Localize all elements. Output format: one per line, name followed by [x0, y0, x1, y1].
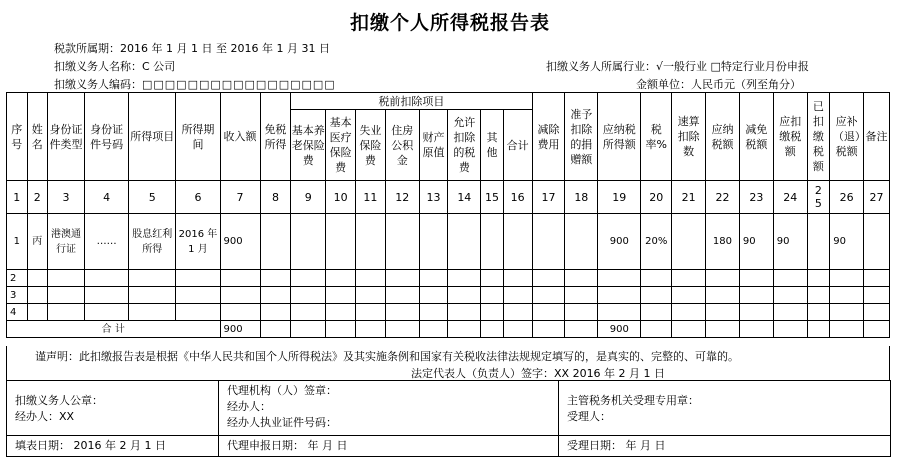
- column-number: 5: [129, 181, 176, 214]
- empty-cell: [598, 287, 641, 304]
- form-title: 扣缴个人所得税报告表: [349, 12, 550, 34]
- cell-rate: 20%: [641, 214, 672, 270]
- col-income: 收入额: [220, 93, 260, 181]
- empty-cell: [176, 287, 220, 304]
- col-remark: 备注: [864, 93, 890, 181]
- empty-cell: [129, 270, 176, 287]
- empty-cell: [176, 270, 220, 287]
- empty-cell: [27, 304, 48, 321]
- col-taxable: 应纳税所得额: [598, 93, 641, 181]
- column-number: 8: [260, 181, 291, 214]
- empty-cell: [532, 287, 565, 304]
- column-number: 23: [739, 181, 773, 214]
- row-number: 4: [7, 304, 28, 321]
- col-rate: 税率%: [641, 93, 672, 181]
- col-unemployment: 失业保险费: [356, 110, 386, 181]
- empty-cell: [565, 270, 598, 287]
- empty-cell: [326, 304, 356, 321]
- footer-proxy-cell: [219, 381, 559, 436]
- footer-date-row: [7, 436, 891, 457]
- empty-cell: [260, 287, 291, 304]
- col-refund: 应补（退）税额: [830, 93, 864, 181]
- proxy-seal: 代理机构（人）签章：: [227, 384, 337, 397]
- empty-cell: [672, 287, 706, 304]
- empty-cell: [85, 304, 129, 321]
- empty-cell: [326, 287, 356, 304]
- empty-cell: [448, 304, 481, 321]
- empty-cell: [641, 304, 672, 321]
- col-deduction: 减除费用: [532, 93, 565, 181]
- empty-cell: [27, 287, 48, 304]
- empty-cell: [129, 287, 176, 304]
- empty-cell: [85, 270, 129, 287]
- empty-cell: [481, 304, 504, 321]
- agent-code-label: 扣缴义务人编码：: [54, 78, 142, 91]
- column-number: 6: [176, 181, 220, 214]
- col-donation: 准予扣除的捐赠额: [565, 93, 598, 181]
- column-number: 15: [481, 181, 504, 214]
- empty-cell: [739, 304, 773, 321]
- cell-item: 股息红利所得: [129, 214, 176, 270]
- fill-date: 填表日期： 2016 年 2 月 1 日: [7, 436, 219, 457]
- cell-income: 900: [220, 214, 260, 270]
- tax-period: 税款所属期：2016 年 1 月 1 日 至 2016 年 1 月 31 日: [54, 42, 330, 55]
- cell-donation: [565, 214, 598, 270]
- agent-industry: 扣缴义务人所属行业：√一般行业 □特定行业月份申报: [546, 60, 809, 73]
- empty-cell: [672, 270, 706, 287]
- empty-cell: [220, 304, 260, 321]
- total-row: [7, 321, 890, 338]
- col-group-pre-tax: 税前扣除项目: [291, 93, 532, 110]
- empty-cell: [85, 287, 129, 304]
- empty-cell: [503, 270, 532, 287]
- col-id-type: 身份证件类型: [48, 93, 85, 181]
- column-number: 10: [326, 181, 356, 214]
- column-number: 9: [291, 181, 326, 214]
- col-seq: 序号: [7, 93, 28, 181]
- empty-cell: [260, 304, 291, 321]
- empty-cell: [864, 270, 890, 287]
- cell-payable: 180: [706, 214, 740, 270]
- empty-cell: [385, 270, 419, 287]
- cell-reduced: 90: [739, 214, 773, 270]
- empty-cell: [291, 287, 326, 304]
- col-period: 所得期间: [176, 93, 220, 181]
- empty-cell: [532, 304, 565, 321]
- total-label: 合 计: [7, 321, 221, 338]
- empty-cell: [565, 287, 598, 304]
- col-other: 其他: [481, 110, 504, 181]
- proxy-handler: 经办人：: [227, 400, 271, 413]
- empty-cell: [326, 270, 356, 287]
- empty-cell: [385, 304, 419, 321]
- column-number: 1: [7, 181, 28, 214]
- empty-cell: [503, 304, 532, 321]
- col-medical: 基本医疗保险费: [326, 110, 356, 181]
- empty-cell: [176, 304, 220, 321]
- col-allowed: 允许扣除的税费: [448, 110, 481, 181]
- empty-cell: [739, 287, 773, 304]
- cell-exempt: [260, 214, 291, 270]
- receiver: 受理人：: [567, 410, 611, 423]
- col-total: 合计: [503, 110, 532, 181]
- col-payable: 应纳税额: [706, 93, 740, 181]
- column-number: 17: [532, 181, 565, 214]
- row-number: 3: [7, 287, 28, 304]
- row-number: 2: [7, 270, 28, 287]
- column-number: 7: [220, 181, 260, 214]
- empty-cell: [481, 287, 504, 304]
- empty-cell: [641, 270, 672, 287]
- column-number: 12: [385, 181, 419, 214]
- column-number: 18: [565, 181, 598, 214]
- empty-cell: [48, 287, 85, 304]
- empty-cell: [220, 287, 260, 304]
- column-number: 26: [830, 181, 864, 214]
- empty-cell: [672, 304, 706, 321]
- column-number: 21: [672, 181, 706, 214]
- table-row: [7, 287, 890, 304]
- cell-taxable: 900: [598, 214, 641, 270]
- empty-cell: [773, 304, 807, 321]
- amount-unit: 金额单位：人民币元（列至角分）: [636, 78, 801, 91]
- col-pension: 基本养老保险费: [291, 110, 326, 181]
- footer-table: [6, 380, 891, 457]
- table-row: [7, 270, 890, 287]
- footer-agent-cell: [7, 381, 219, 436]
- col-item: 所得项目: [129, 93, 176, 181]
- cell-refund: 90: [830, 214, 864, 270]
- empty-cell: [220, 270, 260, 287]
- cell-id-type: 港澳通行证: [48, 214, 85, 270]
- empty-cell: [129, 304, 176, 321]
- accept-date: 受理日期： 年 月 日: [559, 436, 891, 457]
- empty-cell: [291, 304, 326, 321]
- col-reduced: 减免税额: [739, 93, 773, 181]
- empty-cell: [291, 270, 326, 287]
- tax-report-table: [6, 92, 890, 338]
- column-number: 2: [27, 181, 48, 214]
- agent-handler: 经办人：XX: [15, 410, 75, 423]
- empty-cell: [739, 270, 773, 287]
- empty-cell: [356, 270, 386, 287]
- cell-id-no: ……: [85, 214, 129, 270]
- empty-cell: [864, 287, 890, 304]
- col-property: 财产原值: [419, 110, 448, 181]
- column-number: 13: [419, 181, 448, 214]
- cell-remark: [864, 214, 890, 270]
- empty-cell: [565, 304, 598, 321]
- empty-cell: [481, 270, 504, 287]
- column-number: 19: [598, 181, 641, 214]
- column-number: 24: [773, 181, 807, 214]
- footer-sign-row: [7, 381, 891, 436]
- col-id-no: 身份证件号码: [85, 93, 129, 181]
- empty-cell: [532, 270, 565, 287]
- agent-code: [54, 76, 336, 92]
- empty-cell: [503, 287, 532, 304]
- proxy-cert: 经办人执业证件号码：: [227, 416, 337, 429]
- footer-office-cell: [559, 381, 891, 436]
- empty-cell: [48, 270, 85, 287]
- table-row: [7, 304, 890, 321]
- empty-cell: [48, 304, 85, 321]
- col-housing: 住房公积金: [385, 110, 419, 181]
- empty-cell: [706, 270, 740, 287]
- empty-cell: [448, 270, 481, 287]
- col-quick: 速算扣除数: [672, 93, 706, 181]
- cell-period: 2016 年 1 月: [176, 214, 220, 270]
- table-row: [7, 214, 890, 270]
- col-withhold: 应扣缴税额: [773, 93, 807, 181]
- empty-cell: [706, 287, 740, 304]
- empty-cell: [385, 287, 419, 304]
- empty-cell: [356, 304, 386, 321]
- empty-cell: [830, 287, 864, 304]
- column-number: 16: [503, 181, 532, 214]
- column-number: 22: [706, 181, 740, 214]
- cell-name: 丙: [27, 214, 48, 270]
- cell-quick: [672, 214, 706, 270]
- empty-cell: [598, 304, 641, 321]
- cell-withhold: 90: [773, 214, 807, 270]
- empty-cell: [830, 270, 864, 287]
- column-number-row: [7, 181, 890, 214]
- column-number: 3: [48, 181, 85, 214]
- col-exempt: 免税所得: [260, 93, 291, 181]
- declaration-block: [6, 346, 890, 380]
- column-number: 14: [448, 181, 481, 214]
- empty-cell: [641, 287, 672, 304]
- total-taxable: 900: [598, 321, 641, 338]
- empty-cell: [830, 304, 864, 321]
- empty-cell: [706, 304, 740, 321]
- col-name: 姓名: [27, 93, 48, 181]
- empty-cell: [27, 270, 48, 287]
- empty-cell: [864, 304, 890, 321]
- empty-cell: [356, 287, 386, 304]
- agent-seal: 扣缴义务人公章：: [15, 394, 103, 407]
- empty-cell: [448, 287, 481, 304]
- empty-cell: [260, 270, 291, 287]
- agent-code-boxes: □□□□□□□□□□□□□□□□□: [142, 78, 336, 91]
- col-withheld: 已扣缴税额: [807, 93, 830, 181]
- tax-office-seal: 主管税务机关受理专用章：: [567, 394, 699, 407]
- column-number: 2 5: [807, 181, 830, 214]
- empty-cell: [773, 287, 807, 304]
- column-number: 27: [864, 181, 890, 214]
- proxy-date: 代理申报日期： 年 月 日: [219, 436, 559, 457]
- cell-deduction: [532, 214, 565, 270]
- cell-withheld: [807, 214, 830, 270]
- empty-cell: [419, 270, 448, 287]
- agent-name: 扣缴义务人名称：C 公司: [54, 60, 176, 73]
- declaration-statement: 谨声明：此扣缴报告表是根据《中华人民共和国个人所得税法》及其实施条例和国家有关税收法律法规规定填写的，是真实的、完整的、可靠的。: [35, 350, 739, 363]
- header-row-1: [7, 93, 890, 110]
- empty-cell: [419, 287, 448, 304]
- empty-cell: [807, 270, 830, 287]
- column-number: 20: [641, 181, 672, 214]
- empty-cell: [807, 287, 830, 304]
- empty-cell: [419, 304, 448, 321]
- column-number: 4: [85, 181, 129, 214]
- empty-cell: [598, 270, 641, 287]
- empty-cell: [807, 304, 830, 321]
- total-income: 900: [220, 321, 260, 338]
- empty-cell: [773, 270, 807, 287]
- cell-seq: 1: [7, 214, 28, 270]
- declaration-signature: 法定代表人（负责人）签字：XX 2016 年 2 月 1 日: [411, 367, 666, 380]
- column-number: 11: [356, 181, 386, 214]
